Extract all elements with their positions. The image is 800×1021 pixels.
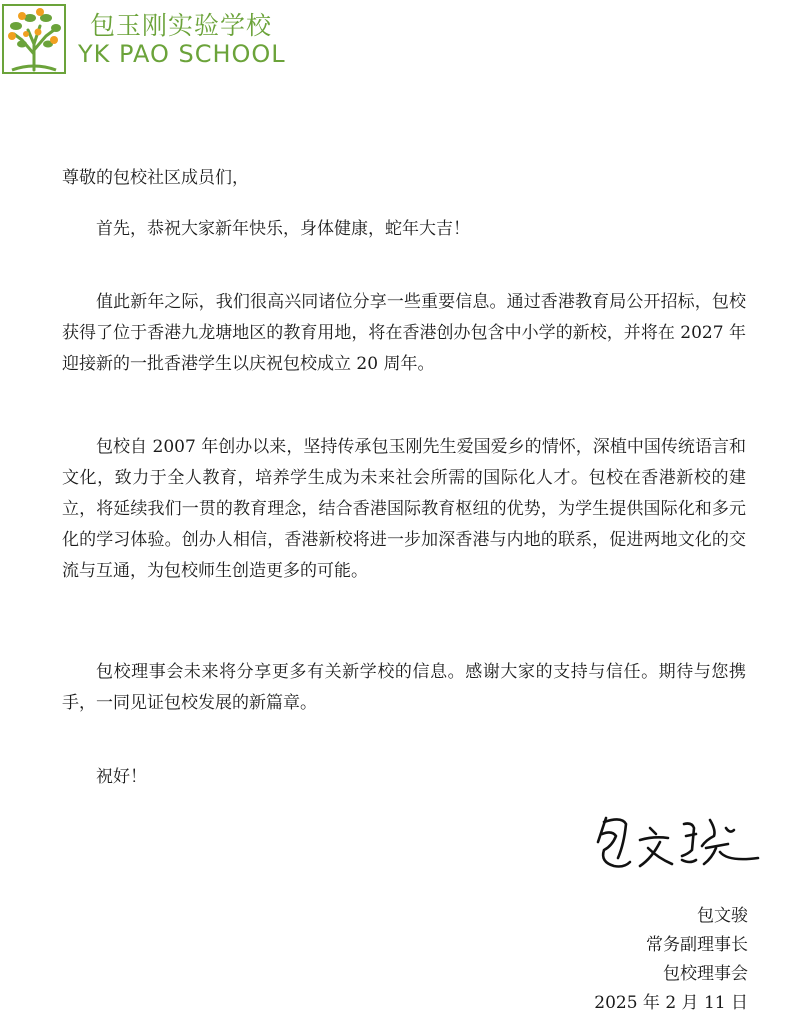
letter-paragraph-4: 包校理事会未来将分享更多有关新学校的信息。感谢大家的支持与信任。期待与您携手，一同见证包校发展的新篇章。 (62, 662, 746, 713)
letter-paragraph-1: 首先，恭祝大家新年快乐，身体健康，蛇年大吉！ (96, 219, 470, 239)
signer-title: 常务副理事长 (646, 935, 748, 955)
tree-icon (2, 4, 66, 74)
school-logo (0, 0, 290, 80)
letter-paragraph-3: 包校自 2007 年创办以来，坚持传承包玉刚先生爱国爱乡的情怀，深植中国传统语言和文化，致力于全人教育，培养学生成为未来社会所需的国际化人才。包校在香港新校的建立，将延续我们一贯的教育理念，结合香港国际教育枢纽的优势，为学生提供国际化和多元化的学习体验。创办人相信，香港新校将进一步加深香港与内地的联系，促进两地文化的交流与互通，为包校师生创造更多的可能。 (62, 437, 746, 581)
letter-salutation: 尊敬的包校社区成员们， (62, 168, 249, 188)
letter-closing: 祝好！ (96, 767, 147, 787)
handwritten-signature (588, 800, 768, 880)
signer-organization: 包校理事会 (663, 964, 748, 984)
school-name-cn: 包玉刚实验学校 (90, 11, 273, 40)
signer-name: 包文骏 (697, 906, 748, 926)
letter-date: 2025 年 2 月 11 日 (594, 993, 748, 1013)
school-name-en: YK PAO SCHOOL (78, 40, 286, 68)
signature-block (594, 902, 748, 1018)
letter-paragraph-2: 值此新年之际，我们很高兴同诸位分享一些重要信息。通过香港教育局公开招标，包校获得了位于香港九龙塘地区的教育用地，将在香港创办包含中小学的新校，并将在 2027 年迎接新的一批香港学生以庆祝包校成立 20 周年。 (62, 292, 746, 374)
